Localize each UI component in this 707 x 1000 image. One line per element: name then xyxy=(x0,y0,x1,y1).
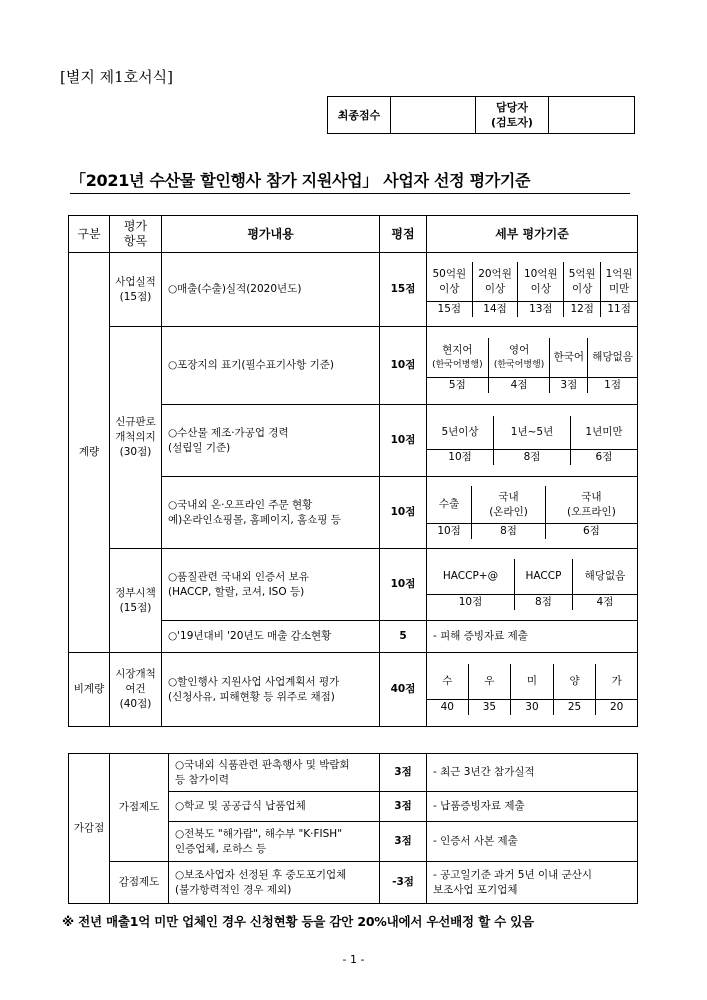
level-score: 8점 xyxy=(514,595,572,611)
detail-career xyxy=(427,405,638,477)
level-label: 미 xyxy=(511,664,554,700)
bonus-detail-line1: - 공고일기준 과거 5년 이내 군산시 xyxy=(433,868,593,881)
table-row xyxy=(69,754,638,792)
level-label-sub: 이상 xyxy=(439,282,460,295)
bonus-content-line2: (불가항력적인 경우 제외) xyxy=(175,883,292,896)
content-sales: ○매출(수출)실적(2020년도) xyxy=(162,253,380,327)
level-score: 4점 xyxy=(572,595,637,611)
content-career xyxy=(162,405,380,477)
points-career: 10점 xyxy=(380,405,427,477)
item-market-line3: (40점) xyxy=(119,698,152,710)
bonus-detail: - 납품증빙자료 제출 xyxy=(427,792,638,822)
level-label-sub: 이상 xyxy=(484,282,506,295)
points-cert: 10점 xyxy=(380,549,427,621)
level-score: 3점 xyxy=(550,378,588,394)
final-score-value[interactable] xyxy=(391,97,476,134)
item-newmarket xyxy=(110,327,162,549)
table-header xyxy=(69,216,638,253)
detail-labeling xyxy=(427,327,638,405)
detail-sales xyxy=(427,253,638,327)
item-sales-line2: (15점) xyxy=(119,290,152,303)
plus-label: 가점제도 xyxy=(110,754,169,862)
item-policy xyxy=(110,549,162,653)
level-label: 20억원 xyxy=(478,267,512,280)
header-item xyxy=(110,216,162,253)
level-label: 1년~5년 xyxy=(494,416,571,450)
bonus-table xyxy=(68,753,638,904)
score-box xyxy=(327,96,635,134)
level-label: 수 xyxy=(442,675,453,687)
level-label: 우 xyxy=(468,664,511,700)
header-category: 구분 xyxy=(69,216,110,253)
group-bonus: 가감점 xyxy=(69,754,110,904)
level-label-sub: (온라인) xyxy=(489,505,528,518)
header-points: 평점 xyxy=(380,216,427,253)
level-score: 10점 xyxy=(427,595,514,611)
level-label-sub: 이상 xyxy=(530,282,551,295)
table-row xyxy=(69,253,638,327)
level-score: 12점 xyxy=(564,302,601,318)
level-score: 10점 xyxy=(427,524,472,540)
level-score: 30 xyxy=(511,700,554,716)
bonus-content-line1: ○전북도 "해가람", 해수부 "K·FISH" xyxy=(175,827,343,840)
group-quant: 계량 xyxy=(69,253,110,653)
content-career-line2: (설립일 기준) xyxy=(168,441,231,454)
points-sales: 15점 xyxy=(380,253,427,327)
level-label: 1년미만 xyxy=(570,416,637,450)
detail-cert xyxy=(427,549,638,621)
level-label: 1억원 xyxy=(605,267,633,280)
bonus-points: 3점 xyxy=(380,792,427,822)
level-label-sub: (한국어병행) xyxy=(493,359,545,370)
content-cert-line1: ○품질관련 국내외 인증서 보유 xyxy=(168,570,309,583)
table-row xyxy=(69,862,638,904)
level-score: 20 xyxy=(596,700,637,716)
level-score: 15점 xyxy=(427,302,472,318)
level-score: 4점 xyxy=(488,378,550,394)
reviewer-label xyxy=(476,97,549,134)
evaluation-table xyxy=(68,215,638,727)
level-score: 8점 xyxy=(472,524,546,540)
table-row xyxy=(69,327,638,405)
footnote: ※ 전년 매출1억 미만 업체인 경우 신청현황 등을 감안 20%내에서 우선배정 할 수 있음 xyxy=(62,914,534,929)
points-orders: 10점 xyxy=(380,477,427,549)
level-label: 수출 xyxy=(438,498,460,510)
minus-label: 감점제도 xyxy=(110,862,169,904)
level-label-sub: (한국어병행) xyxy=(432,359,483,370)
points-decline: 5 xyxy=(380,621,427,653)
level-label: 10억원 xyxy=(523,267,558,280)
item-sales-line1: 사업실적 xyxy=(115,275,156,288)
item-policy-line1: 정부시책 xyxy=(115,586,156,599)
level-score: 6점 xyxy=(545,524,637,540)
content-orders xyxy=(162,477,380,549)
bonus-points: 3점 xyxy=(380,754,427,792)
level-label: 한국어 xyxy=(550,338,588,378)
level-label: 가 xyxy=(596,664,637,700)
final-score-label: 최종점수 xyxy=(328,97,391,134)
table-row xyxy=(69,549,638,621)
detail-decline: - 피해 증빙자료 제출 xyxy=(427,621,638,653)
item-policy-line2: (15점) xyxy=(119,601,152,614)
bonus-content-line2: 등 참가이력 xyxy=(175,773,230,786)
table-row xyxy=(69,653,638,727)
level-label: 양 xyxy=(553,664,596,700)
bonus-content-line1: ○보조사업자 선정된 후 중도포기업체 xyxy=(175,868,347,881)
bonus-content xyxy=(169,862,380,904)
group-nonquant: 비계량 xyxy=(69,653,110,727)
bonus-content-line2: 인증업체, 로하스 등 xyxy=(175,842,267,855)
bonus-content xyxy=(169,822,380,862)
level-label: 해당없음 xyxy=(588,338,637,378)
level-label: 5억원 xyxy=(568,267,596,280)
bonus-detail: - 최근 3년간 참가실적 xyxy=(427,754,638,792)
level-score: 10점 xyxy=(427,450,494,466)
level-score: 1점 xyxy=(588,378,637,394)
content-market-line2: (신청사유, 피해현황 등 위주로 채점) xyxy=(168,690,335,703)
item-newmarket-line3: (30점) xyxy=(119,446,152,458)
content-market-line1: ○할인행사 지원사업 사업계획서 평가 xyxy=(168,675,340,688)
reviewer-value[interactable] xyxy=(549,97,635,134)
content-orders-line1: ○국내외 온·오프라인 주문 현황 xyxy=(168,498,313,511)
content-orders-line2: 예)온라인쇼핑몰, 홈페이지, 홈쇼핑 등 xyxy=(168,513,341,526)
points-market: 40점 xyxy=(380,653,427,727)
detail-market xyxy=(427,653,638,727)
content-decline: ○'19년대비 '20년도 매출 감소현황 xyxy=(162,621,380,653)
content-market xyxy=(162,653,380,727)
level-label: 국내 xyxy=(581,490,602,503)
reviewer-label-line2: (검토자) xyxy=(491,116,533,129)
level-score: 14점 xyxy=(472,302,518,318)
bonus-detail xyxy=(427,862,638,904)
level-label: 5년이상 xyxy=(441,426,479,438)
level-score: 25 xyxy=(553,700,596,716)
item-sales xyxy=(110,253,162,327)
header-item-line2: 항목 xyxy=(123,234,148,248)
level-label-sub: (오프라인) xyxy=(567,505,616,518)
level-score: 40 xyxy=(427,700,468,716)
bonus-detail: - 인증서 사본 제출 xyxy=(427,822,638,862)
page-number: - 1 - xyxy=(342,953,365,966)
item-newmarket-line2: 개척의지 xyxy=(115,431,156,443)
item-market-line1: 시장개척 xyxy=(115,668,156,680)
header-content: 평가내용 xyxy=(162,216,380,253)
level-score: 8점 xyxy=(494,450,571,466)
bonus-content xyxy=(169,754,380,792)
bonus-detail-line2: 보조사업 포기업체 xyxy=(433,883,518,896)
level-label: 국내 xyxy=(498,490,519,503)
bonus-content-line1: ○국내외 식품관련 판촉행사 및 박람회 xyxy=(175,758,350,771)
content-labeling: ○포장지의 표기(필수표기사항 기준) xyxy=(162,327,380,405)
level-score: 6점 xyxy=(570,450,637,466)
content-cert-line2: (HACCP, 할랄, 코셔, ISO 등) xyxy=(168,585,305,598)
points-labeling: 10점 xyxy=(380,327,427,405)
level-score: 11점 xyxy=(601,302,637,318)
level-label: 현지어 xyxy=(442,343,473,356)
level-label: 50억원 xyxy=(432,267,467,280)
item-market-line2: 여건 xyxy=(125,683,146,695)
level-label: 해당없음 xyxy=(572,559,637,595)
level-score: 5점 xyxy=(427,378,488,394)
level-label: 영어 xyxy=(508,343,530,356)
content-career-line1: ○수산물 제조·가공업 경력 xyxy=(168,426,289,439)
level-label-sub: 미만 xyxy=(608,282,630,295)
detail-orders xyxy=(427,477,638,549)
level-label: HACCP+@ xyxy=(442,570,499,582)
bonus-points: -3점 xyxy=(380,862,427,904)
reviewer-label-line1: 담당자 xyxy=(496,101,528,114)
header-detail: 세부 평가기준 xyxy=(427,216,638,253)
page-title: 「2021년 수산물 할인행사 참가 지원사업」 사업자 선정 평가기준 xyxy=(70,168,630,194)
level-label: HACCP xyxy=(514,559,572,595)
level-score: 13점 xyxy=(518,302,564,318)
bonus-content: ○학교 및 공공급식 납품업체 xyxy=(169,792,380,822)
item-market xyxy=(110,653,162,727)
item-newmarket-line1: 신규판로 xyxy=(115,416,156,428)
form-label: [별지 제1호서식] xyxy=(60,68,173,86)
level-score: 35 xyxy=(468,700,511,716)
bonus-points: 3점 xyxy=(380,822,427,862)
level-label-sub: 이상 xyxy=(572,282,593,295)
content-cert xyxy=(162,549,380,621)
header-item-line1: 평가 xyxy=(123,219,148,233)
